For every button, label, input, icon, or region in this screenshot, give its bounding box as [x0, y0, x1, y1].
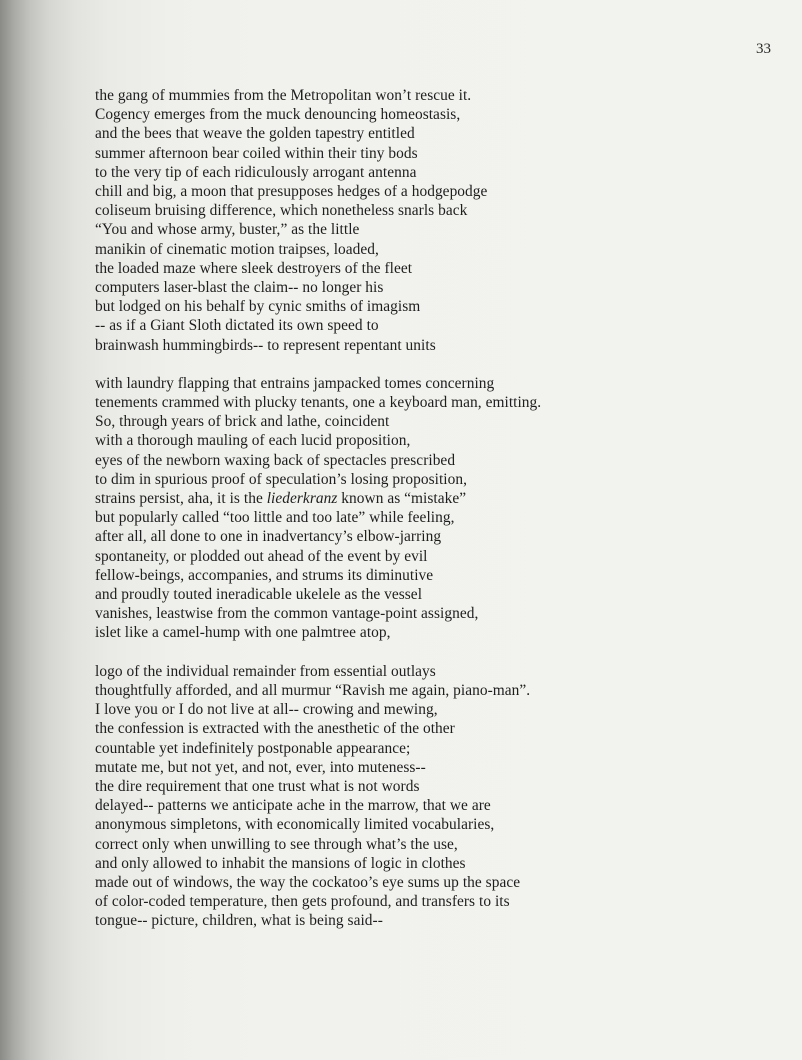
poem-line: computers laser-blast the claim-- no longer his [95, 279, 384, 297]
poem-line: countable yet indefinitely postponable appearance; [95, 739, 411, 757]
poem-line: thoughtfully afforded, and all murmur “Ravish me again, piano-man”. [95, 681, 531, 699]
poem-line: tenements crammed with plucky tenants, one a keyboard man, emitting. [95, 394, 542, 412]
poem-line: with a thorough mauling of each lucid proposition, [95, 432, 411, 450]
poem-line: with laundry flapping that entrains jampacked tomes concerning [95, 374, 495, 392]
poem-line: of color-coded temperature, then gets profound, and transfers to its [95, 893, 510, 911]
poem-line: islet like a camel-hump with one palmtree atop, [95, 624, 391, 642]
poem-line: -- as if a Giant Sloth dictated its own speed to [95, 317, 379, 335]
poem-line: and the bees that weave the golden tapestry entitled [95, 125, 415, 143]
stanza [95, 374, 795, 643]
poem-line: I love you or I do not live at all-- crowing and mewing, [95, 701, 438, 719]
poem-line: but lodged on his behalf by cynic smiths of imagism [95, 298, 421, 316]
poem-line: to the very tip of each ridiculously arrogant antenna [95, 163, 417, 181]
poem-line: the dire requirement that one trust what is not words [95, 777, 420, 795]
poem-line: tongue-- picture, children, what is being said-- [95, 912, 383, 930]
poem-line: mutate me, but not yet, and not, ever, into muteness-- [95, 758, 426, 776]
stanza [95, 86, 795, 355]
poem-line: spontaneity, or plodded out ahead of the event by evil [95, 547, 428, 565]
poem-line: chill and big, a moon that presupposes hedges of a hodgepodge [95, 183, 488, 201]
poem-line: vanishes, leastwise from the common vantage-point assigned, [95, 605, 479, 623]
poem-line: made out of windows, the way the cockatoo’s eye sums up the space [95, 873, 521, 891]
poem-line: manikin of cinematic motion traipses, loaded, [95, 240, 379, 258]
poem-line [95, 489, 795, 508]
poem-line: So, through years of brick and lathe, coincident [95, 413, 390, 431]
poem-line: eyes of the newborn waxing back of spectacles prescribed [95, 451, 456, 469]
poem-line: the confession is extracted with the anesthetic of the other [95, 720, 455, 738]
line-text: known as “mistake” [337, 490, 467, 508]
italic-word: liederkranz [266, 490, 338, 508]
poem-line: brainwash hummingbirds-- to represent repentant units [95, 336, 436, 354]
stanza [95, 662, 795, 931]
poem-line: the gang of mummies from the Metropolitan won’t rescue it. [95, 87, 472, 104]
line-text: strains persist, aha, it is the [95, 490, 267, 508]
poem-line: coliseum bruising difference, which nonetheless snarls back [95, 202, 468, 220]
poem-line: anonymous simpletons, with economically limited vocabularies, [95, 816, 495, 834]
poem-line: “You and whose army, buster,” as the little [95, 221, 360, 239]
poem-line: logo of the individual remainder from essential outlays [95, 662, 436, 680]
poem-line: delayed-- patterns we anticipate ache in the marrow, that we are [95, 797, 491, 815]
poem-line: correct only when unwilling to see through what’s the use, [95, 835, 458, 853]
poem-line: the loaded maze where sleek destroyers of the fleet [95, 259, 413, 277]
poem-line: fellow-beings, accompanies, and strums its diminutive [95, 566, 434, 584]
page-number: 33 [756, 41, 771, 57]
poem-line: to dim in spurious proof of speculation’s losing proposition, [95, 470, 467, 488]
poem-body [95, 86, 795, 950]
poem-line: summer afternoon bear coiled within their tiny bods [95, 144, 418, 162]
poem-line: Cogency emerges from the muck denouncing homeostasis, [95, 106, 461, 124]
poem-line: but popularly called “too little and too late” while feeling, [95, 509, 455, 527]
poem-line: after all, all done to one in inadvertancy’s elbow-jarring [95, 528, 442, 546]
poem-line: and only allowed to inhabit the mansions of logic in clothes [95, 854, 466, 872]
poem-line: and proudly touted ineradicable ukelele as the vessel [95, 586, 423, 604]
